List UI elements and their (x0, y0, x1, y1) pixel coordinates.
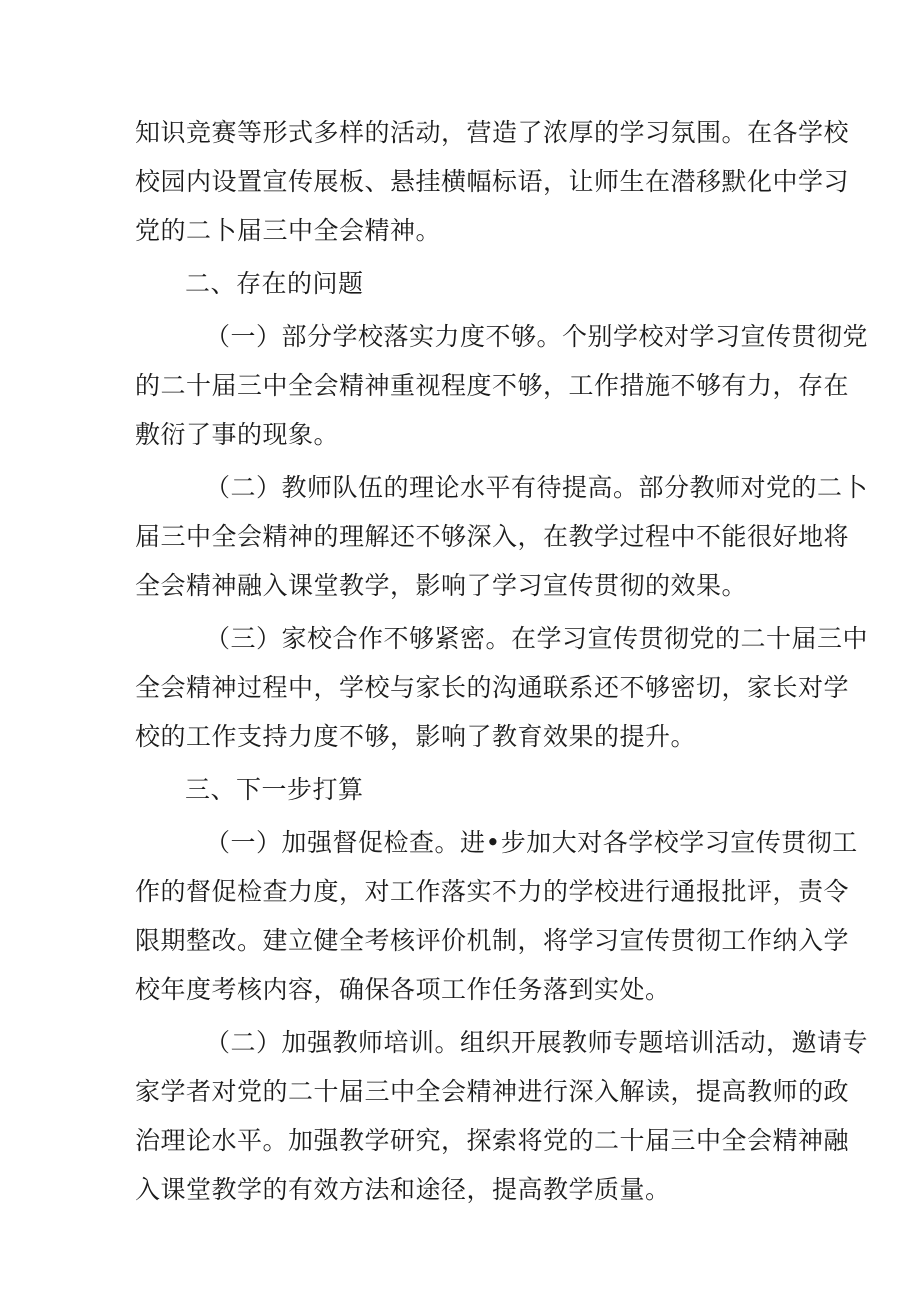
section-heading-problems: 二、存在的问题 (185, 269, 364, 298)
document-body (135, 108, 869, 1214)
text-line: 届三中全会精神的理解还不够深入，在教学过程中不能很好地将 (135, 522, 850, 551)
text-line: 校的工作支持力度不够，影响了教育效果的提升。 (135, 722, 697, 751)
text-line: 敷衍了事的现象。 (135, 420, 340, 449)
problem-paragraph-2 (135, 463, 869, 610)
text-line: 全会精神融入课堂教学，影响了学习宣传贯彻的效果。 (135, 571, 748, 600)
text-line: 全会精神过程中，学校与家长的沟通联系还不够密切，家长对学 (135, 673, 850, 702)
text-line: （一）部分学校落实力度不够。个别学校对学习宣传贯彻党 (205, 322, 869, 351)
section-heading-next-steps: 三、下一步打算 (185, 775, 364, 804)
problem-paragraph-3 (135, 614, 869, 761)
text-line: （二）教师队伍的理论水平有待提高。部分教师对党的二卜 (205, 473, 869, 502)
text-line: 知识竞赛等形式多样的活动，营造了浓厚的学习氛围。在各学校 (135, 118, 850, 147)
text-line: （三）家校合作不够紧密。在学习宣传贯彻党的二十届三中 (205, 624, 869, 653)
text-line: 家学者对党的二十届三中全会精神进行深入解读，提高教师的政 (135, 1077, 850, 1106)
text-line: 校年度考核内容，确保各项工作任务落到实处。 (135, 975, 671, 1004)
text-line: 限期整改。建立健全考核评价机制，将学习宣传贯彻工作纳入学 (135, 926, 850, 955)
text-line: 入课堂教学的有效方法和途径，提高教学质量。 (135, 1175, 671, 1204)
plan-paragraph-1 (135, 818, 858, 1014)
text-line: （二）加强教师培训。组织开展教师专题培训活动，邀请专 (205, 1028, 869, 1057)
text-line: 治理论水平。加强教学研究，探索将党的二十届三中全会精神融 (135, 1126, 850, 1155)
text-line: （一）加强督促检查。进•步加大对各学校学习宣传贯彻工 (205, 828, 858, 857)
text-line: 作的督促检查力度，对工作落实不力的学校进行通报批评，责令 (135, 877, 850, 906)
intro-paragraph (135, 108, 850, 255)
text-line: 校园内设置宣传展板、悬挂横幅标语，让师生在潜移默化中学习 (135, 167, 850, 196)
plan-paragraph-2 (135, 1018, 869, 1214)
text-line: 党的二卜届三中全会精神。 (135, 216, 442, 245)
problem-paragraph-1 (135, 312, 869, 459)
text-line: 的二十届三中全会精神重视程度不够，工作措施不够有力，存在 (135, 371, 850, 400)
